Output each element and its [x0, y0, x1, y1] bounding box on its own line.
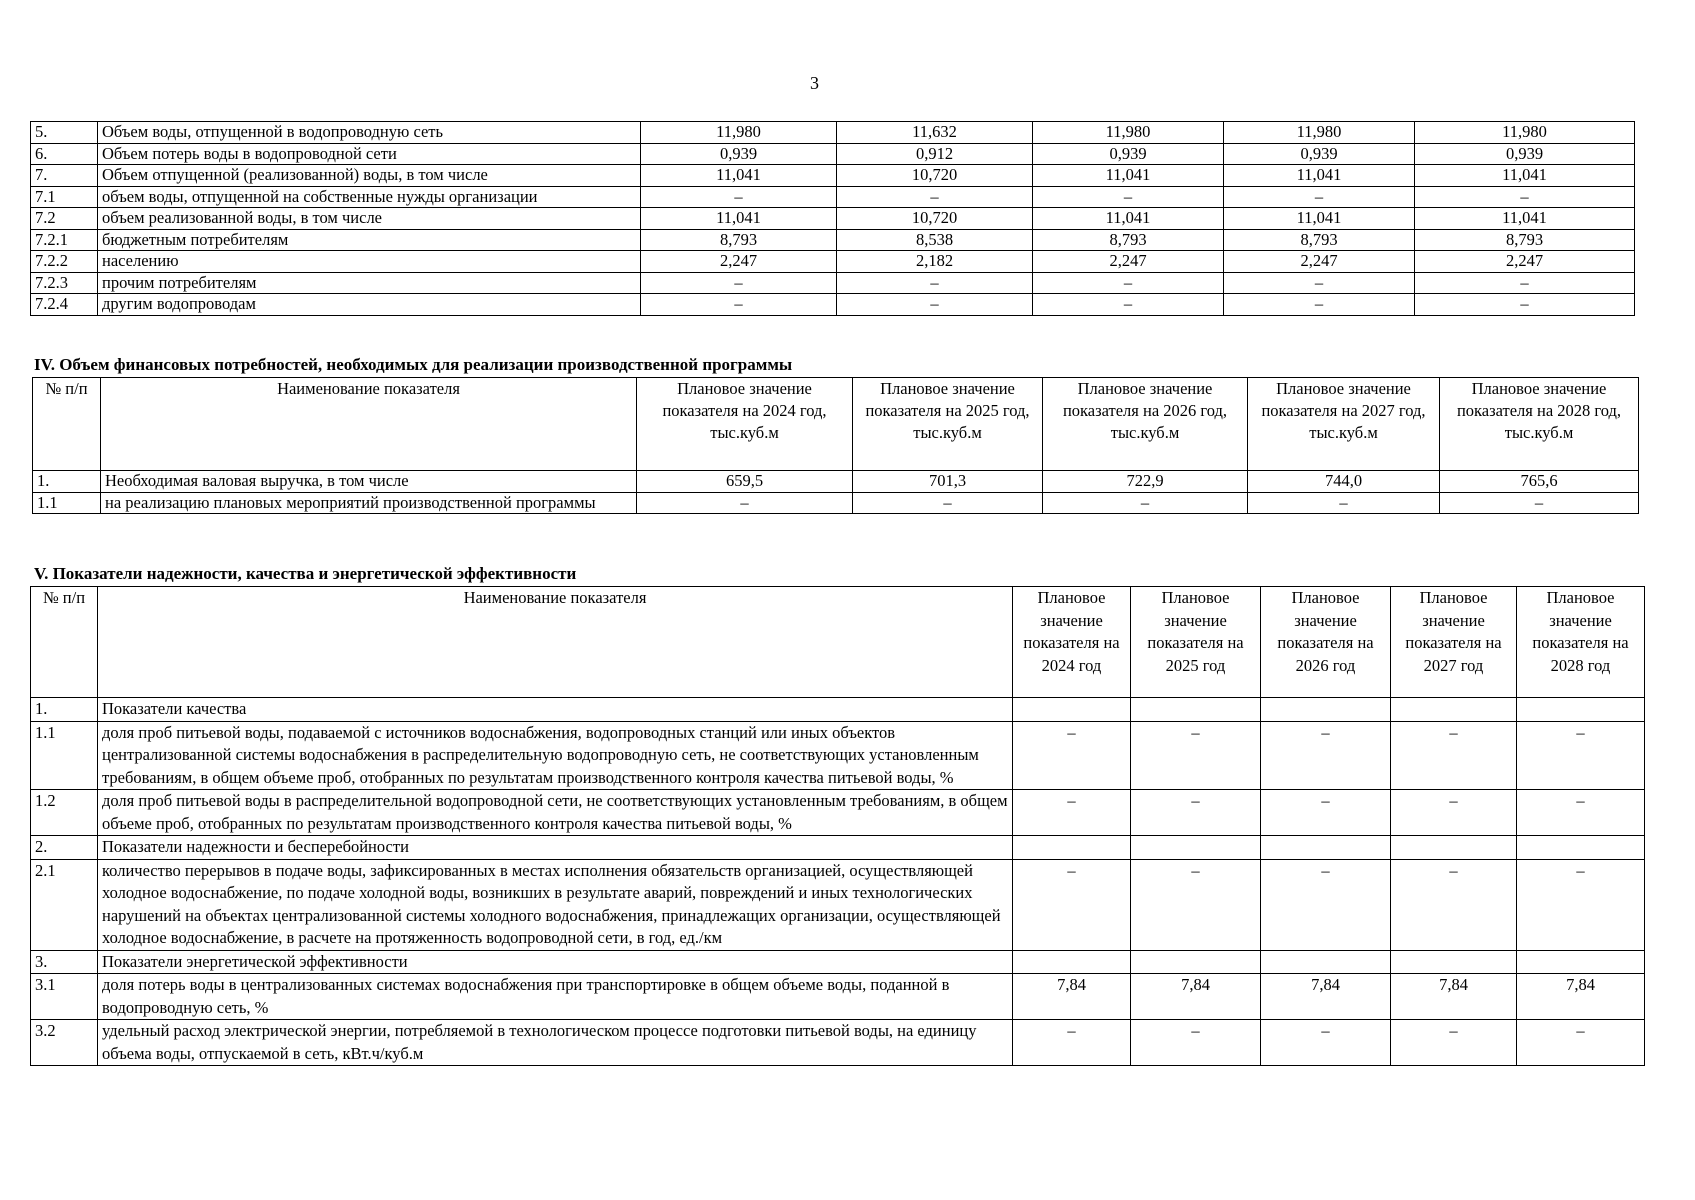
value-cell: –: [1261, 721, 1391, 790]
table-row: [31, 790, 1645, 836]
table-row: [31, 1020, 1645, 1066]
value-cell: 8,793: [1033, 229, 1224, 251]
indicator-name: населению: [98, 251, 641, 273]
value-cell: –: [837, 294, 1033, 316]
table-row: [31, 251, 1635, 273]
indicator-name: объем реализованной воды, в том числе: [98, 208, 641, 230]
value-cell: –: [641, 294, 837, 316]
header-year-2028: Плановое значение показателя на 2028 год, тыс.куб.м: [1440, 378, 1639, 471]
row-number: 3.2: [31, 1020, 98, 1066]
value-cell: [1261, 698, 1391, 722]
indicator-name: Показатели энергетической эффективности: [98, 950, 1013, 974]
table-row: [31, 859, 1645, 950]
value-cell: –: [1261, 859, 1391, 950]
row-number: 3.: [31, 950, 98, 974]
value-cell: 7,84: [1517, 974, 1645, 1020]
financial-needs-table-body: [33, 471, 1639, 514]
header-year-2027: Плановое значение показателя на 2027 год: [1391, 587, 1517, 698]
value-cell: 7,84: [1013, 974, 1131, 1020]
table-row: [31, 950, 1645, 974]
value-cell: –: [1391, 790, 1517, 836]
row-number: 1.: [33, 471, 101, 493]
value-cell: 11,980: [1033, 122, 1224, 144]
value-cell: 701,3: [853, 471, 1043, 493]
value-cell: –: [1261, 1020, 1391, 1066]
indicator-name: доля потерь воды в централизованных системах водоснабжения при транспортировке в общем объеме воды, поданной в водопроводную сеть, %: [98, 974, 1013, 1020]
value-cell: 11,632: [837, 122, 1033, 144]
value-cell: [1261, 836, 1391, 860]
value-cell: 8,793: [1224, 229, 1415, 251]
indicator-name: объем воды, отпущенной на собственные нужды организации: [98, 186, 641, 208]
value-cell: –: [1013, 859, 1131, 950]
value-cell: 11,980: [1415, 122, 1635, 144]
value-cell: –: [1224, 272, 1415, 294]
table-row: [31, 122, 1635, 144]
row-number: 7.2.3: [31, 272, 98, 294]
value-cell: 8,793: [641, 229, 837, 251]
indicator-name: доля проб питьевой воды, подаваемой с источников водоснабжения, водопроводных станций или иных объектов централизованной системы водоснабжения в распределительную водопроводную сеть, не соответствующих установленным требованиям, в общем объеме проб, отобранных по результатам производственного контроля качества питьевой воды, %: [98, 721, 1013, 790]
header-year-2024: Плановое значение показателя на 2024 год: [1013, 587, 1131, 698]
value-cell: [1013, 950, 1131, 974]
value-cell: [1517, 950, 1645, 974]
indicator-name: Показатели надежности и бесперебойности: [98, 836, 1013, 860]
value-cell: [1261, 950, 1391, 974]
value-cell: 722,9: [1043, 471, 1248, 493]
indicator-name: количество перерывов в подаче воды, зафиксированных в местах исполнения обязательств организацией, осуществляющей холодное водоснабжение, по подаче холодной воды, возникших в результате аварий, повреждений и иных технологических нарушений на объектах централизованной системы холодного водоснабжения, принадлежащих организации, осуществляющей холодное водоснабжение, в расчете на протяженность водопроводной сети, в год, ед./км: [98, 859, 1013, 950]
header-year-2025: Плановое значение показателя на 2025 год, тыс.куб.м: [853, 378, 1043, 471]
value-cell: 11,041: [1415, 208, 1635, 230]
value-cell: –: [1033, 272, 1224, 294]
table-row: [31, 143, 1635, 165]
value-cell: –: [1391, 859, 1517, 950]
page-number: 3: [810, 73, 819, 93]
value-cell: –: [1131, 859, 1261, 950]
value-cell: 10,720: [837, 208, 1033, 230]
value-cell: –: [641, 272, 837, 294]
value-cell: –: [1013, 790, 1131, 836]
header-no: № п/п: [31, 587, 98, 698]
value-cell: 7,84: [1391, 974, 1517, 1020]
value-cell: 7,84: [1131, 974, 1261, 1020]
value-cell: 765,6: [1440, 471, 1639, 493]
table-row: [31, 208, 1635, 230]
table-row: [33, 471, 1639, 493]
table-row: [31, 974, 1645, 1020]
indicator-name: на реализацию плановых мероприятий производственной программы: [101, 492, 637, 514]
value-cell: 659,5: [637, 471, 853, 493]
row-number: 6.: [31, 143, 98, 165]
value-cell: –: [853, 492, 1043, 514]
value-cell: –: [1224, 294, 1415, 316]
value-cell: –: [837, 186, 1033, 208]
value-cell: –: [1415, 294, 1635, 316]
value-cell: [1013, 836, 1131, 860]
value-cell: –: [1415, 272, 1635, 294]
value-cell: 0,939: [1224, 143, 1415, 165]
header-year-2026: Плановое значение показателя на 2026 год: [1261, 587, 1391, 698]
water-volume-table: [30, 121, 1635, 316]
value-cell: 11,041: [1033, 165, 1224, 187]
header-year-2024: Плановое значение показателя на 2024 год, тыс.куб.м: [637, 378, 853, 471]
value-cell: 0,912: [837, 143, 1033, 165]
row-number: 1.1: [31, 721, 98, 790]
table-row: [31, 165, 1635, 187]
value-cell: –: [1043, 492, 1248, 514]
indicator-name: Объем воды, отпущенной в водопроводную сеть: [98, 122, 641, 144]
header-no: № п/п: [33, 378, 101, 471]
value-cell: 11,041: [1415, 165, 1635, 187]
row-number: 1.2: [31, 790, 98, 836]
value-cell: 0,939: [1415, 143, 1635, 165]
value-cell: [1013, 698, 1131, 722]
value-cell: 11,980: [641, 122, 837, 144]
value-cell: 11,980: [1224, 122, 1415, 144]
indicator-name: другим водопроводам: [98, 294, 641, 316]
value-cell: 11,041: [1033, 208, 1224, 230]
value-cell: 0,939: [641, 143, 837, 165]
table-row: [31, 698, 1645, 722]
indicator-name: удельный расход электрической энергии, потребляемой в технологическом процессе подготовки питьевой воды, на единицу объема воды, отпускаемой в сеть, кВт.ч/куб.м: [98, 1020, 1013, 1066]
financial-needs-table: [32, 377, 1639, 514]
value-cell: –: [1391, 1020, 1517, 1066]
water-volume-table-body: [31, 122, 1635, 316]
row-number: 1.1: [33, 492, 101, 514]
reliability-quality-table: [30, 586, 1645, 1066]
value-cell: [1391, 698, 1517, 722]
value-cell: 11,041: [641, 208, 837, 230]
value-cell: 2,247: [1033, 251, 1224, 273]
value-cell: 8,793: [1415, 229, 1635, 251]
row-number: 7.2.2: [31, 251, 98, 273]
section-5-title: V. Показатели надежности, качества и энергетической эффективности: [34, 564, 577, 583]
value-cell: [1517, 698, 1645, 722]
section-4-title: IV. Объем финансовых потребностей, необходимых для реализации производственной программы: [34, 355, 793, 374]
value-cell: [1131, 836, 1261, 860]
value-cell: –: [1131, 721, 1261, 790]
table-row: [31, 836, 1645, 860]
indicator-name: прочим потребителям: [98, 272, 641, 294]
value-cell: –: [1013, 1020, 1131, 1066]
value-cell: –: [1033, 294, 1224, 316]
header-year-2025: Плановое значение показателя на 2025 год: [1131, 587, 1261, 698]
indicator-name: Объем отпущенной (реализованной) воды, в том числе: [98, 165, 641, 187]
row-number: 7.2.1: [31, 229, 98, 251]
table-row: [31, 721, 1645, 790]
row-number: 1.: [31, 698, 98, 722]
value-cell: –: [637, 492, 853, 514]
value-cell: –: [837, 272, 1033, 294]
header-indicator-name: Наименование показателя: [101, 378, 637, 471]
row-number: 3.1: [31, 974, 98, 1020]
row-number: 7.2.4: [31, 294, 98, 316]
value-cell: [1391, 950, 1517, 974]
indicator-name: бюджетным потребителям: [98, 229, 641, 251]
value-cell: –: [1517, 859, 1645, 950]
value-cell: 0,939: [1033, 143, 1224, 165]
value-cell: –: [1131, 790, 1261, 836]
value-cell: –: [1517, 790, 1645, 836]
header-year-2028: Плановое значение показателя на 2028 год: [1517, 587, 1645, 698]
value-cell: 11,041: [1224, 208, 1415, 230]
value-cell: –: [1248, 492, 1440, 514]
value-cell: [1131, 950, 1261, 974]
value-cell: –: [1033, 186, 1224, 208]
table-row: [31, 294, 1635, 316]
value-cell: –: [1391, 721, 1517, 790]
value-cell: –: [1517, 721, 1645, 790]
reliability-quality-table-body: [31, 698, 1645, 1066]
value-cell: 2,247: [1415, 251, 1635, 273]
table-row: [31, 229, 1635, 251]
table-row: [33, 492, 1639, 514]
value-cell: –: [1013, 721, 1131, 790]
value-cell: 2,247: [1224, 251, 1415, 273]
value-cell: 8,538: [837, 229, 1033, 251]
value-cell: [1517, 836, 1645, 860]
header-year-2027: Плановое значение показателя на 2027 год, тыс.куб.м: [1248, 378, 1440, 471]
table-row: [31, 186, 1635, 208]
value-cell: –: [641, 186, 837, 208]
value-cell: 10,720: [837, 165, 1033, 187]
value-cell: 11,041: [1224, 165, 1415, 187]
value-cell: [1131, 698, 1261, 722]
value-cell: 2,182: [837, 251, 1033, 273]
value-cell: 11,041: [641, 165, 837, 187]
indicator-name: Объем потерь воды в водопроводной сети: [98, 143, 641, 165]
indicator-name: доля проб питьевой воды в распределительной водопроводной сети, не соответствующих установленным требованиям, в общем объеме проб, отобранных по результатам производственного контроля качества питьевой воды, %: [98, 790, 1013, 836]
row-number: 2.1: [31, 859, 98, 950]
indicator-name: Показатели качества: [98, 698, 1013, 722]
row-number: 5.: [31, 122, 98, 144]
value-cell: 744,0: [1248, 471, 1440, 493]
value-cell: –: [1517, 1020, 1645, 1066]
table-row: [31, 272, 1635, 294]
value-cell: –: [1131, 1020, 1261, 1066]
value-cell: 2,247: [641, 251, 837, 273]
row-number: 7.2: [31, 208, 98, 230]
row-number: 7.1: [31, 186, 98, 208]
row-number: 2.: [31, 836, 98, 860]
value-cell: –: [1440, 492, 1639, 514]
indicator-name: Необходимая валовая выручка, в том числе: [101, 471, 637, 493]
value-cell: 7,84: [1261, 974, 1391, 1020]
value-cell: –: [1224, 186, 1415, 208]
row-number: 7.: [31, 165, 98, 187]
header-indicator-name: Наименование показателя: [98, 587, 1013, 698]
value-cell: [1391, 836, 1517, 860]
value-cell: –: [1261, 790, 1391, 836]
header-year-2026: Плановое значение показателя на 2026 год, тыс.куб.м: [1043, 378, 1248, 471]
value-cell: –: [1415, 186, 1635, 208]
